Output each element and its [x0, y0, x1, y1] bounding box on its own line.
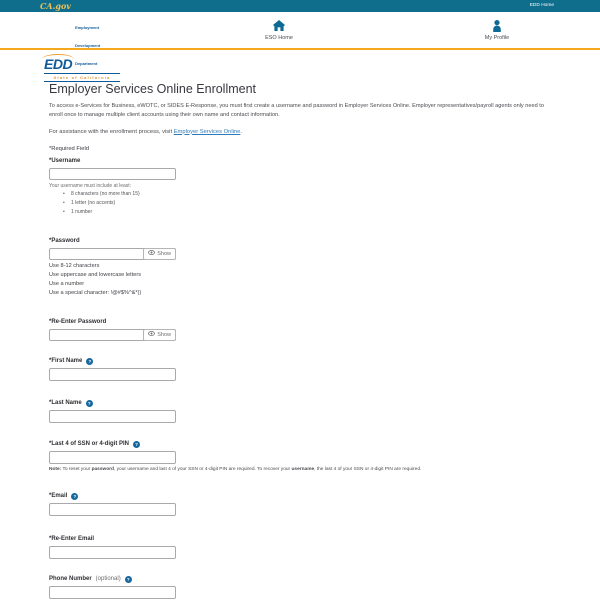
- help-icon[interactable]: ?: [86, 400, 93, 407]
- required-field-note: *Required Field: [49, 145, 89, 152]
- reenter-password-show-button[interactable]: [143, 329, 176, 341]
- ssn-pin-label: *Last 4 of SSN or 4-digit PIN: [49, 440, 130, 447]
- password-label: *Password: [49, 237, 80, 244]
- help-icon[interactable]: ?: [86, 358, 93, 365]
- intro-paragraph: To access e-Services for Business, eWOTC, or SIDES E-Response, you must first create a username and password in Employer Services Online. Employer representatives/payroll agents only need to enroll once to manage multiple client accounts using their own name and contact information.: [49, 102, 544, 118]
- assistance-suffix: .: [240, 128, 243, 135]
- edd-home-link[interactable]: EDD Home: [529, 3, 554, 8]
- nav-eso-home[interactable]: [242, 20, 316, 41]
- password-input-wrap: [49, 248, 176, 260]
- password-rule: Use uppercase and lowercase letters: [49, 271, 142, 278]
- reenter-email-group: [49, 536, 555, 559]
- password-rules: [49, 262, 555, 298]
- edd-logo-line: Development: [75, 43, 101, 48]
- ssn-pin-note: [49, 467, 555, 473]
- note-bold: Note:: [49, 466, 62, 472]
- username-group: [49, 158, 555, 216]
- last-name-label: *Last Name: [49, 399, 82, 406]
- reenter-password-label: *Re-Enter Password: [49, 318, 107, 325]
- reenter-email-label: *Re-Enter Email: [49, 535, 95, 542]
- utility-bar: [0, 0, 600, 12]
- person-icon: [460, 20, 534, 33]
- note-bold: password: [91, 466, 114, 472]
- edd-logo-line: Department: [75, 61, 98, 66]
- help-icon[interactable]: ?: [125, 576, 132, 583]
- password-show-button[interactable]: [143, 248, 176, 260]
- username-rule: • 1 number: [63, 210, 555, 216]
- ca-gov-logo[interactable]: CA.gov: [40, 1, 71, 11]
- note-text: , the last 4 of your SSN or 4-digit PIN are required.: [314, 466, 422, 472]
- email-group: [49, 493, 555, 516]
- username-rules: [49, 192, 555, 216]
- username-rule: • 8 characters (no more than 15): [63, 192, 555, 198]
- first-name-group: [49, 358, 555, 381]
- last-name-group: [49, 400, 555, 423]
- eye-icon: [148, 331, 155, 338]
- note-text: To reset your: [61, 466, 92, 472]
- employer-services-online-link[interactable]: Employer Services Online: [173, 128, 241, 135]
- first-name-input[interactable]: [49, 368, 176, 381]
- ssn-pin-group: [49, 441, 555, 473]
- help-icon[interactable]: ?: [71, 493, 78, 500]
- reenter-password-input-wrap: [49, 329, 176, 341]
- username-rule: • 1 letter (no accents): [63, 201, 555, 207]
- edd-acronym: EDD: [44, 56, 73, 72]
- assistance-line: [49, 129, 555, 136]
- site-header: [0, 12, 600, 80]
- main-content: [0, 50, 600, 599]
- eye-icon: [148, 250, 155, 257]
- reenter-password-group: [49, 319, 555, 341]
- email-label: *Email: [49, 492, 68, 499]
- edd-logo-line: Employment: [75, 25, 100, 30]
- phone-label: Phone Number: [49, 575, 92, 582]
- note-bold: username: [291, 466, 315, 472]
- email-input[interactable]: [49, 503, 176, 516]
- last-name-input[interactable]: [49, 410, 176, 423]
- reenter-email-input[interactable]: [49, 546, 176, 559]
- edd-logo-row: [44, 16, 120, 71]
- help-icon[interactable]: ?: [133, 441, 140, 448]
- nav-my-profile-label: My Profile: [484, 35, 510, 41]
- phone-group: [49, 576, 555, 599]
- edd-logo[interactable]: [44, 16, 120, 82]
- note-text: , your username and last 4 of your SSN or 4-digit PIN are required. To recover your: [113, 466, 292, 472]
- password-group: [49, 238, 555, 298]
- password-rule: Use a number: [49, 280, 85, 287]
- edd-logo-text: [75, 16, 120, 71]
- password-rule: Use 8-12 characters: [49, 262, 100, 269]
- nav-my-profile[interactable]: [460, 20, 534, 41]
- home-icon: [242, 20, 316, 33]
- edd-tagline: State of California: [44, 73, 120, 82]
- assistance-text: For assistance with the enrollment process, visit: [49, 128, 174, 135]
- phone-optional-label: (optional): [95, 575, 121, 582]
- username-input[interactable]: [49, 168, 176, 180]
- password-show-label: Show: [157, 250, 171, 257]
- username-hint: Your username must include at least:: [49, 182, 132, 189]
- ssn-pin-input[interactable]: [49, 451, 176, 464]
- reenter-password-show-label: Show: [157, 331, 171, 338]
- username-label: *Username: [49, 157, 81, 164]
- nav-eso-home-label: ESO Home: [265, 35, 293, 41]
- first-name-label: *First Name: [49, 357, 83, 364]
- password-rule: Use a special character: !@#$%^&*(): [49, 289, 142, 296]
- phone-input[interactable]: [49, 586, 176, 599]
- page-title: Employer Services Online Enrollment: [49, 82, 257, 96]
